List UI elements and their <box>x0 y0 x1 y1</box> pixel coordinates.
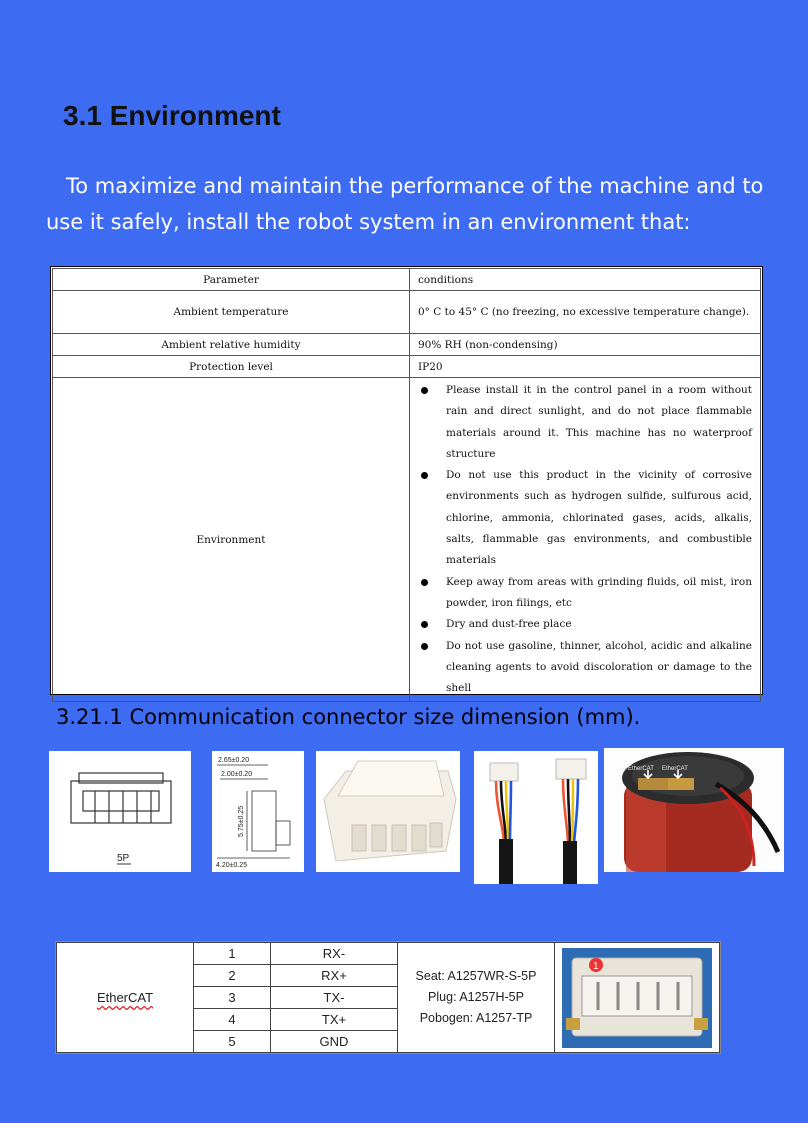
cond-environment <box>410 378 761 702</box>
env-bullet: Do not use gasoline, thinner, alcohol, acidic and alkaline cleaning agents to avoid discoloration or damage to the shell <box>418 636 752 700</box>
param-humidity: Ambient relative humidity <box>53 334 410 356</box>
section-title: 3.1 Environment <box>63 100 281 131</box>
pin-signal: RX- <box>271 943 398 965</box>
ethercat-label: EtherCAT <box>57 943 194 1053</box>
connector-pcb-photo <box>555 943 720 1053</box>
cable-harness-photo <box>474 751 598 884</box>
cond-protection: IP20 <box>410 356 761 378</box>
env-bullet: Do not use this product in the vicinity of corrosive environments such as hydrogen sulfide, sulfurous acid, chlorine, ammonia, chlorinated gases, acids, alkalis, salts, flammable gas environments, and combustible materials <box>418 465 752 571</box>
motor-label-left: EtherCAT <box>628 766 654 772</box>
connector-front-drawing <box>49 751 191 872</box>
ethercat-table <box>55 941 721 1054</box>
environment-table <box>50 266 763 695</box>
pin-signal: TX- <box>271 986 398 1008</box>
motor-label-right: EtherCAT <box>662 766 688 772</box>
pin-number: 1 <box>194 943 271 965</box>
param-environment: Environment <box>53 378 410 702</box>
seat-part: Seat: A1257WR-S-5P <box>415 969 537 983</box>
cond-temperature: 0° C to 45° C (no freezing, no excessive temperature change). <box>410 291 761 334</box>
pin-number: 3 <box>194 986 271 1008</box>
connector-housing-photo <box>316 751 460 872</box>
header-conditions: conditions <box>410 269 761 291</box>
front-label: 5P <box>117 853 130 864</box>
env-bullet: Dry and dust-free place <box>418 614 752 635</box>
header-parameter: Parameter <box>53 269 410 291</box>
intro-paragraph: To maximize and maintain the performance of the machine and to use it safely, install the robot system in an environment that: <box>46 174 764 234</box>
dim-side: 5.75±0.25 <box>238 805 245 837</box>
motor-photo <box>604 748 784 872</box>
subsection-title: 3.21.1 Communication connector size dimension (mm). <box>56 705 641 729</box>
connector-side-drawing <box>212 751 304 872</box>
pin-number: 4 <box>194 1008 271 1030</box>
pin-number: 2 <box>194 964 271 986</box>
env-bullet: Please install it in the control panel in a room without rain and direct sunlight, and do not place flammable materials around it. This machine has no waterproof structure <box>418 380 752 465</box>
dim-top: 2.65±0.20 <box>218 757 250 764</box>
pin-signal: TX+ <box>271 1008 398 1030</box>
param-temperature: Ambient temperature <box>53 291 410 334</box>
pin-number: 5 <box>194 1030 271 1052</box>
pin-signal: RX+ <box>271 964 398 986</box>
pin1-marker: 1 <box>593 960 599 972</box>
pobogen-part: Pobogen: A1257-TP <box>419 1011 533 1025</box>
cond-humidity: 90% RH (non-condensing) <box>410 334 761 356</box>
plug-part: Plug: A1257H-5P <box>428 990 524 1004</box>
env-bullet: Keep away from areas with grinding fluids, oil mist, iron powder, iron filings, etc <box>418 572 752 615</box>
param-protection: Protection level <box>53 356 410 378</box>
dim-mid: 2.00±0.20 <box>221 771 253 778</box>
dim-bottom: 4.20±0.25 <box>216 862 248 869</box>
part-numbers <box>398 943 555 1053</box>
pin-signal: GND <box>271 1030 398 1052</box>
